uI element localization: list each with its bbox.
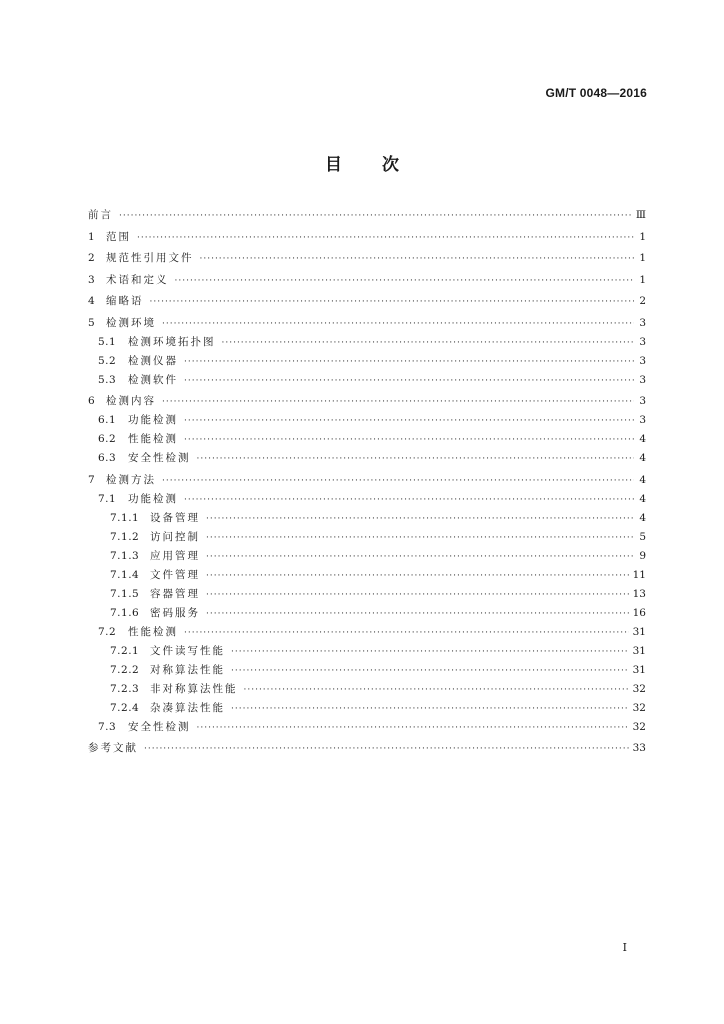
toc-entry-number: 7.1.6 [110,606,140,619]
toc-entry-number: 6 [88,395,96,407]
toc-dot-leader [244,681,629,700]
toc-entry-title: 安全性检测 [128,452,191,464]
toc-entry[interactable] [88,642,646,661]
toc-entry-page: 16 [632,606,646,619]
toc-entry[interactable] [88,333,646,352]
toc-entry[interactable] [88,430,646,449]
toc-entry[interactable] [88,509,646,528]
toc-dot-leader [175,272,635,291]
toc-entry-number: 1 [88,230,96,243]
toc-entry-title: 访问控制 [150,530,200,543]
toc-entry-page: 1 [639,273,646,286]
toc-entry-title: 术语和定义 [106,273,169,286]
toc-entry-title: 检测环境拓扑图 [128,335,216,348]
toc-entry-title: 非对称算法性能 [150,682,238,695]
toc-entry-number: 7 [88,473,96,486]
toc-entry-number: 7.1.1 [110,511,140,524]
toc-dot-leader [200,250,635,269]
toc-entry[interactable] [88,411,646,430]
toc-dot-leader [184,491,634,510]
toc-entry-number: 4 [88,295,96,307]
toc-dot-leader [231,643,629,662]
toc-entry-title: 文件读写性能 [150,644,225,657]
toc-dot-leader [206,586,629,605]
toc-entry-number: 7.1.5 [110,587,140,600]
toc-entry[interactable] [88,604,646,623]
toc-entry-number: 7.2.1 [110,644,140,657]
toc-entry[interactable] [88,739,646,758]
toc-entry-title: 密码服务 [150,606,200,619]
table-of-contents [88,206,646,758]
toc-dot-leader [197,719,629,738]
toc-entry[interactable] [88,585,646,604]
toc-entry-title: 参考文献 [88,742,138,754]
toc-entry[interactable] [88,271,646,290]
toc-dot-leader [144,740,629,759]
toc-entry-number: 6.3 [98,452,117,464]
toc-entry-page: 9 [639,549,646,562]
toc-entry[interactable] [88,680,646,699]
toc-entry-title: 检测环境 [106,316,156,329]
toc-entry-title: 性能检测 [128,433,178,445]
toc-entry-number: 7.2.3 [110,682,140,695]
toc-entry-number: 7.1.4 [110,568,140,581]
toc-entry-page: 3 [639,414,646,426]
toc-entry-title: 缩略语 [106,295,144,307]
toc-entry-number: 6.1 [98,414,117,426]
toc-entry-number: 7.2.4 [110,701,140,714]
page-number: I [622,941,627,954]
toc-entry-page: 3 [639,316,646,329]
toc-entry-page: 2 [639,295,646,307]
toc-entry-title: 性能检测 [128,625,178,638]
toc-dot-leader [206,510,634,529]
toc-entry-number: 7.3 [98,720,117,733]
toc-entry-title: 安全性检测 [128,720,191,733]
toc-entry-number: 5 [88,316,96,329]
toc-dot-leader [206,567,629,586]
toc-entry[interactable] [88,228,646,247]
toc-dot-leader [184,431,634,450]
toc-entry[interactable] [88,206,646,225]
toc-entry-page: 13 [632,587,646,600]
toc-entry[interactable] [88,490,646,509]
toc-entry-title: 检测内容 [106,395,156,407]
toc-dot-leader [184,624,629,643]
toc-entry-title: 容器管理 [150,587,200,600]
toc-entry-page: 32 [632,682,646,695]
toc-entry-title: 杂凑算法性能 [150,701,225,714]
toc-entry-title: 文件管理 [150,568,200,581]
toc-entry[interactable] [88,528,646,547]
toc-dot-leader [197,450,635,469]
toc-entry-page: 4 [639,511,646,524]
toc-entry[interactable] [88,547,646,566]
toc-entry[interactable] [88,352,646,371]
toc-entry[interactable] [88,292,646,311]
toc-entry[interactable] [88,566,646,585]
toc-entry-title: 功能检测 [128,414,178,426]
toc-entry[interactable] [88,449,646,468]
toc-entry-number: 3 [88,273,96,286]
toc-entry-page: 3 [639,373,646,386]
toc-entry-title: 范围 [106,230,131,243]
toc-entry-page: 11 [632,568,646,581]
toc-entry-page: 4 [639,452,646,464]
toc-entry-number: 7.2.2 [110,663,140,676]
toc-entry-title: 检测仪器 [128,354,178,367]
toc-entry-title: 对称算法性能 [150,663,225,676]
toc-dot-leader [137,229,634,248]
standard-code: GM/T 0048—2016 [545,86,647,100]
toc-entry-title: 功能检测 [128,492,178,505]
toc-entry-page: 4 [639,473,646,486]
toc-dot-leader [184,353,634,372]
toc-dot-leader [162,315,634,334]
toc-entry-title: 前言 [88,209,113,221]
toc-entry[interactable] [88,623,646,642]
toc-entry-number: 7.2 [98,625,117,638]
toc-entry[interactable] [88,371,646,390]
toc-entry-number: 6.2 [98,433,117,445]
toc-dot-leader [222,334,635,353]
toc-dot-leader [184,412,634,431]
toc-entry-number: 5.3 [98,373,117,386]
toc-entry[interactable] [88,471,646,490]
toc-entry-page: 3 [639,354,646,367]
toc-dot-leader [206,529,634,548]
toc-entry-page: 31 [632,663,646,676]
toc-entry-page: 1 [639,230,646,243]
toc-entry-number: 7.1.2 [110,530,140,543]
toc-entry-page: 31 [632,625,646,638]
toc-dot-leader [231,662,629,681]
toc-entry-number: 5.2 [98,354,117,367]
toc-entry-page: 4 [639,492,646,505]
toc-dot-leader [119,207,632,226]
toc-dot-leader [206,548,634,567]
toc-entry-number: 7.1 [98,492,117,505]
toc-entry-title: 规范性引用文件 [106,252,194,264]
page-title: 目次 [325,155,439,175]
toc-entry-title: 检测软件 [128,373,178,386]
toc-entry[interactable] [88,699,646,718]
toc-entry-title: 检测方法 [106,473,156,486]
toc-entry[interactable] [88,661,646,680]
toc-entry-page: 33 [632,742,646,754]
toc-dot-leader [162,393,634,412]
toc-entry-page: 5 [639,530,646,543]
toc-entry[interactable] [88,392,646,411]
toc-entry-page: 1 [639,252,646,264]
toc-entry-page: Ⅲ [635,209,646,221]
toc-entry-page: 32 [632,701,646,714]
toc-entry-page: 3 [639,335,646,348]
toc-dot-leader [231,700,629,719]
toc-entry-title: 应用管理 [150,549,200,562]
toc-dot-leader [162,472,634,491]
toc-entry-number: 5.1 [98,335,117,348]
toc-entry-page: 3 [639,395,646,407]
toc-entry[interactable] [88,718,646,737]
toc-entry-title: 设备管理 [150,511,200,524]
toc-dot-leader [184,372,634,391]
toc-entry-number: 2 [88,252,96,264]
toc-entry-page: 31 [632,644,646,657]
toc-dot-leader [150,293,635,312]
toc-entry-page: 4 [639,433,646,445]
toc-entry[interactable] [88,314,646,333]
toc-entry-page: 32 [632,720,646,733]
toc-entry-number: 7.1.3 [110,549,140,562]
toc-entry[interactable] [88,249,646,268]
toc-dot-leader [206,605,629,624]
